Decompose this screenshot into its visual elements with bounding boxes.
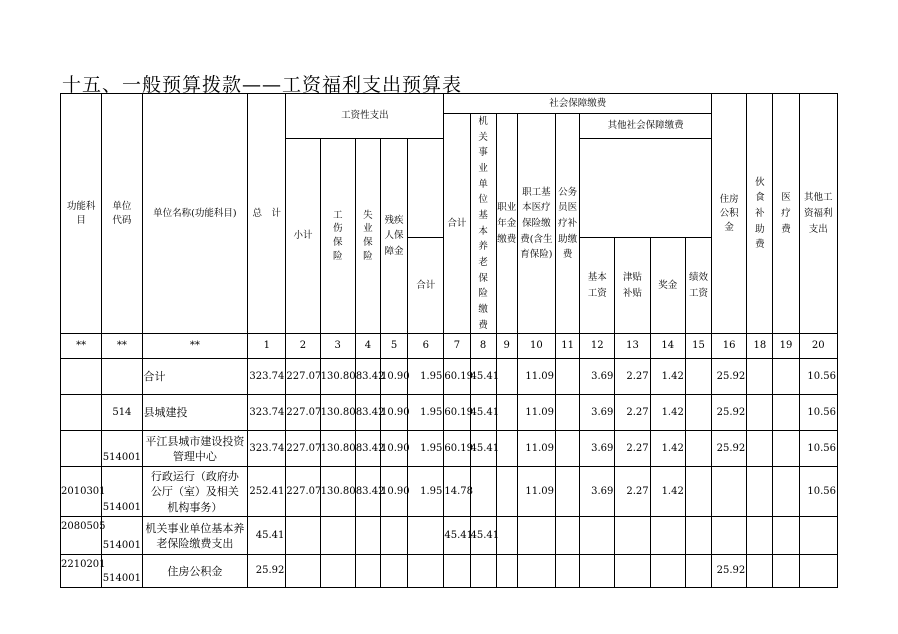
value-cell [556, 359, 580, 395]
value-cell: 10.56 [799, 467, 837, 517]
value-cell: 1.42 [650, 431, 685, 467]
unit-name-cell: 行政运行（政府办公厅（室）及相关机构事务） [142, 467, 248, 517]
header-social-group: 社会保障缴费 [444, 94, 712, 114]
index-cell: 15 [685, 334, 711, 359]
index-cell: 4 [355, 334, 380, 359]
value-cell [496, 431, 517, 467]
value-cell: 83.42 [355, 359, 380, 395]
header-annuity: 职业年金缴费 [496, 114, 517, 334]
value-cell [580, 517, 615, 555]
value-cell [747, 555, 773, 588]
table-row [61, 359, 838, 395]
index-cell: 9 [496, 334, 517, 359]
value-cell [580, 555, 615, 588]
value-cell: 25.92 [712, 395, 747, 431]
header-performance: 绩效工资 [685, 238, 711, 334]
value-cell: 10.56 [799, 395, 837, 431]
value-cell: 14.78 [444, 467, 470, 517]
table-row [61, 517, 838, 555]
value-cell [320, 517, 355, 555]
value-cell [408, 517, 444, 555]
value-cell [773, 359, 799, 395]
value-cell [556, 467, 580, 517]
value-cell: 1.95 [408, 395, 444, 431]
value-cell: 45.41 [470, 431, 496, 467]
value-cell [556, 555, 580, 588]
value-cell: 323.74 [248, 431, 286, 467]
value-cell: 45.41 [470, 517, 496, 555]
unit-code-cell: 514 [102, 395, 142, 431]
value-cell: 252.41 [248, 467, 286, 517]
value-cell: 45.41 [470, 395, 496, 431]
table-row [61, 431, 838, 467]
value-cell: 83.42 [355, 467, 380, 517]
value-cell: 2.27 [615, 395, 650, 431]
value-cell [799, 555, 837, 588]
header-injury: 工伤保险 [320, 139, 355, 334]
unit-name-cell: 平江县城市建设投资管理中心 [142, 431, 248, 467]
value-cell: 25.92 [712, 555, 747, 588]
index-cell: ** [61, 334, 102, 359]
value-cell [747, 359, 773, 395]
value-cell: 10.90 [380, 359, 407, 395]
index-cell: 5 [380, 334, 407, 359]
value-cell: 10.90 [380, 467, 407, 517]
func-code-cell: 2010301 [61, 467, 102, 517]
value-cell [408, 555, 444, 588]
func-code-cell [61, 359, 102, 395]
header-basic-wage: 基本工资 [580, 238, 615, 334]
value-cell: 11.09 [517, 395, 555, 431]
value-cell [685, 431, 711, 467]
value-cell [685, 467, 711, 517]
value-cell [286, 517, 320, 555]
value-cell [517, 555, 555, 588]
header-subtotal: 小计 [286, 139, 320, 334]
value-cell [773, 517, 799, 555]
index-cell: ** [102, 334, 142, 359]
func-code-cell: 2210201 [61, 555, 102, 588]
value-cell [773, 467, 799, 517]
header-civil-medical: 公务员医疗补助缴费 [556, 114, 580, 334]
value-cell [747, 467, 773, 517]
value-cell: 11.09 [517, 467, 555, 517]
value-cell: 1.95 [408, 431, 444, 467]
value-cell [355, 517, 380, 555]
value-cell [685, 555, 711, 588]
value-cell: 130.80 [320, 467, 355, 517]
header-medical-insurance: 职工基本医疗保险缴费(含生育保险) [517, 114, 555, 334]
page-title: 十五、一般预算拨款——工资福利支出预算表 [62, 74, 463, 96]
header-disabled: 残疾人保障金 [380, 139, 407, 334]
budget-table [60, 93, 838, 588]
value-cell [712, 517, 747, 555]
func-code-cell: 2080505 [61, 517, 102, 555]
unit-name-cell: 合计 [142, 359, 248, 395]
value-cell: 1.42 [650, 359, 685, 395]
unit-code-cell: 514001 [102, 555, 142, 588]
index-cell: 7 [444, 334, 470, 359]
value-cell: 11.09 [517, 431, 555, 467]
value-cell: 1.42 [650, 395, 685, 431]
value-cell [747, 395, 773, 431]
header-pension: 机关事业单位基本养老保险缴费 [470, 114, 496, 334]
table-row [61, 467, 838, 517]
value-cell [615, 517, 650, 555]
value-cell [773, 395, 799, 431]
value-cell: 45.41 [248, 517, 286, 555]
value-cell: 45.41 [444, 517, 470, 555]
value-cell: 227.07 [286, 395, 320, 431]
value-cell: 130.80 [320, 359, 355, 395]
index-cell: 6 [408, 334, 444, 359]
header-salary-group: 工资性支出 [286, 94, 444, 139]
index-cell: 3 [320, 334, 355, 359]
index-cell: 14 [650, 334, 685, 359]
value-cell: 323.74 [248, 395, 286, 431]
value-cell: 2.27 [615, 431, 650, 467]
value-cell: 60.19 [444, 395, 470, 431]
header-housing: 住房公积金 [712, 94, 747, 334]
index-cell: 20 [799, 334, 837, 359]
value-cell: 323.74 [248, 359, 286, 395]
value-cell [650, 555, 685, 588]
value-cell [496, 555, 517, 588]
header-unit-name: 单位名称(功能科目) [142, 94, 248, 334]
value-cell [556, 517, 580, 555]
value-cell: 227.07 [286, 467, 320, 517]
header-meal: 伙食补助费 [747, 94, 773, 334]
table-row [61, 555, 838, 588]
value-cell [615, 555, 650, 588]
value-cell: 10.90 [380, 431, 407, 467]
value-cell [685, 517, 711, 555]
value-cell [496, 359, 517, 395]
index-cell: 12 [580, 334, 615, 359]
value-cell: 11.09 [517, 359, 555, 395]
func-code-cell [61, 431, 102, 467]
value-cell [773, 555, 799, 588]
index-cell: 18 [747, 334, 773, 359]
table-row [61, 395, 838, 431]
value-cell: 83.42 [355, 395, 380, 431]
index-cell: 11 [556, 334, 580, 359]
value-cell [650, 517, 685, 555]
value-cell: 60.19 [444, 431, 470, 467]
value-cell: 130.80 [320, 395, 355, 431]
header-other-welfare: 其他工资福利支出 [799, 94, 837, 334]
index-row [61, 334, 838, 359]
value-cell [496, 467, 517, 517]
header-social-sum: 合计 [444, 114, 470, 334]
unit-name-cell: 县城建投 [142, 395, 248, 431]
header-allowance: 津贴补贴 [615, 238, 650, 334]
value-cell [470, 467, 496, 517]
value-cell [747, 431, 773, 467]
header-func-code: 功能科目 [61, 94, 102, 334]
value-cell: 60.19 [444, 359, 470, 395]
value-cell: 227.07 [286, 359, 320, 395]
value-cell [470, 555, 496, 588]
value-cell [355, 555, 380, 588]
unit-code-cell [102, 359, 142, 395]
header-unit-code: 单位代码 [102, 94, 142, 334]
value-cell: 3.69 [580, 431, 615, 467]
value-cell [747, 517, 773, 555]
value-cell [380, 517, 407, 555]
index-cell: 2 [286, 334, 320, 359]
value-cell [496, 517, 517, 555]
value-cell [773, 431, 799, 467]
header-salary-sum: 合计 [408, 238, 444, 334]
unit-code-cell: 514001 [102, 517, 142, 555]
header-total: 总 计 [248, 94, 286, 334]
value-cell: 45.41 [470, 359, 496, 395]
unit-code-cell: 514001 [102, 431, 142, 467]
value-cell: 2.27 [615, 467, 650, 517]
value-cell [286, 555, 320, 588]
value-cell: 25.92 [712, 431, 747, 467]
value-cell: 2.27 [615, 359, 650, 395]
value-cell: 10.56 [799, 359, 837, 395]
index-cell: 16 [712, 334, 747, 359]
header-medical: 医疗费 [773, 94, 799, 334]
value-cell [799, 517, 837, 555]
value-cell: 1.95 [408, 467, 444, 517]
index-cell: 1 [248, 334, 286, 359]
value-cell: 3.69 [580, 359, 615, 395]
index-cell: ** [142, 334, 248, 359]
value-cell [517, 517, 555, 555]
value-cell [685, 359, 711, 395]
value-cell: 25.92 [248, 555, 286, 588]
value-cell [496, 395, 517, 431]
value-cell [556, 431, 580, 467]
value-cell: 3.69 [580, 467, 615, 517]
value-cell [320, 555, 355, 588]
header-unemployment: 失业保险 [355, 139, 380, 334]
index-cell: 13 [615, 334, 650, 359]
value-cell: 83.42 [355, 431, 380, 467]
index-cell: 8 [470, 334, 496, 359]
value-cell: 25.92 [712, 359, 747, 395]
func-code-cell [61, 395, 102, 431]
header-bonus: 奖金 [650, 238, 685, 334]
value-cell [685, 395, 711, 431]
unit-name-cell: 机关事业单位基本养老保险缴费支出 [142, 517, 248, 555]
value-cell: 1.95 [408, 359, 444, 395]
unit-name-cell: 住房公积金 [142, 555, 248, 588]
value-cell: 1.42 [650, 467, 685, 517]
value-cell [556, 395, 580, 431]
value-cell [380, 555, 407, 588]
value-cell: 10.90 [380, 395, 407, 431]
value-cell [712, 467, 747, 517]
index-cell: 10 [517, 334, 555, 359]
value-cell [444, 555, 470, 588]
header-other-social-group: 其他社会保障缴费 [580, 114, 712, 139]
unit-code-cell: 514001 [102, 467, 142, 517]
value-cell: 10.56 [799, 431, 837, 467]
value-cell: 227.07 [286, 431, 320, 467]
value-cell: 130.80 [320, 431, 355, 467]
value-cell: 3.69 [580, 395, 615, 431]
index-cell: 19 [773, 334, 799, 359]
